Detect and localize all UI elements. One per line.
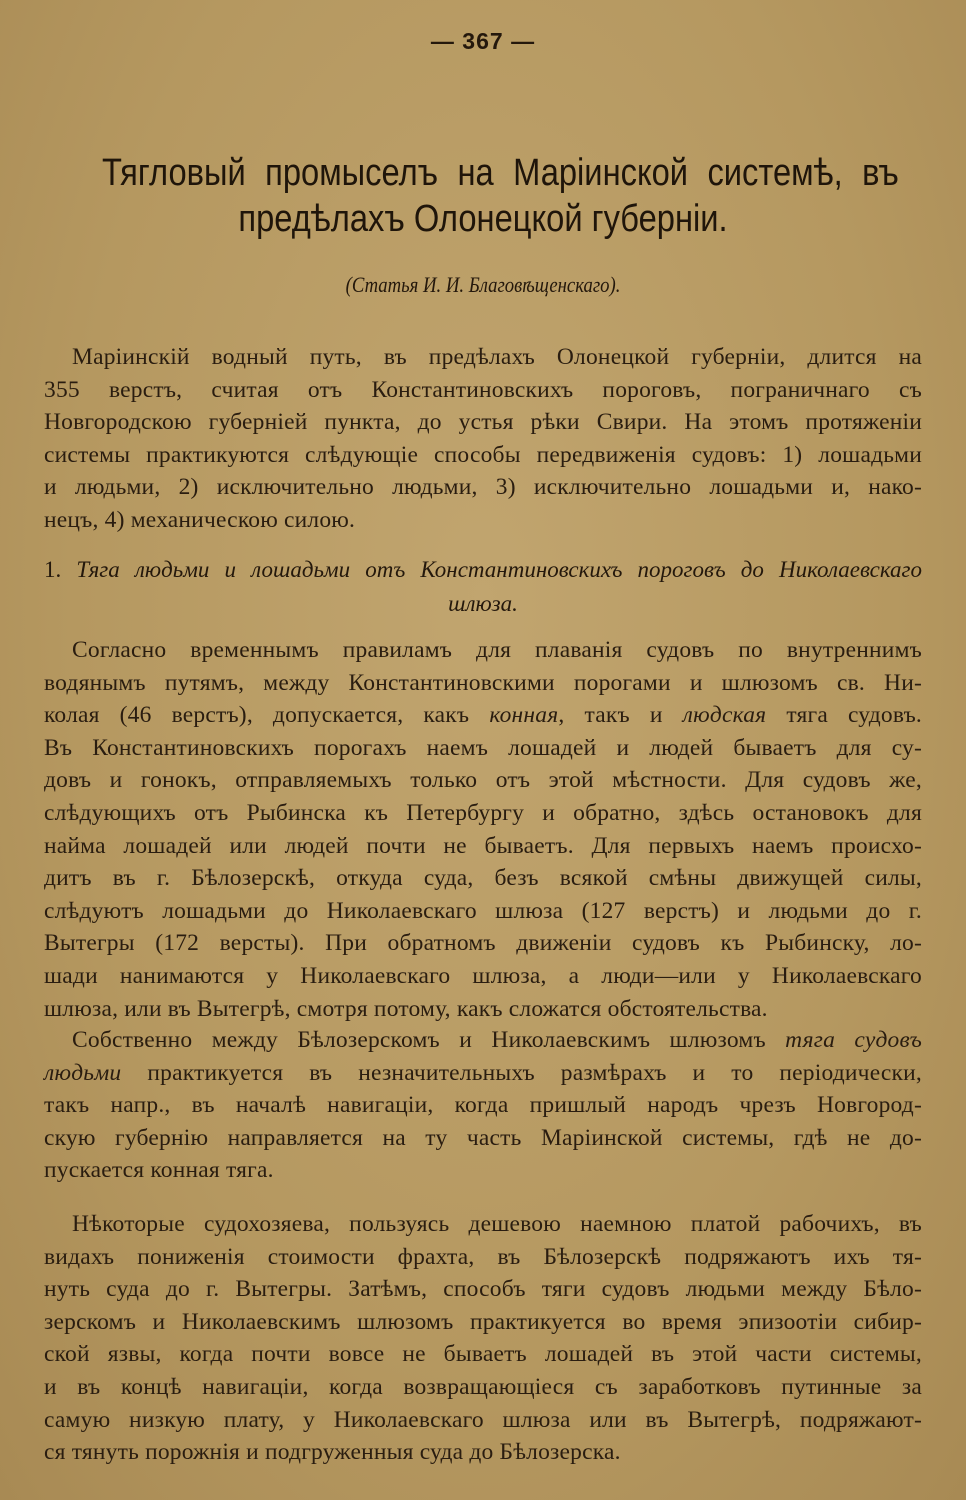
text-line: Нѣкоторые судохозяева, пользуясь дешевою наемною платой рабочихъ, въ	[72, 1211, 922, 1237]
section-heading	[44, 553, 922, 621]
text-line: и въ концѣ навигаціи, когда возвращающіеся съ заработковъ путинные за	[44, 1373, 922, 1400]
page-number: — 367 —	[430, 28, 536, 54]
text-line: Вытегры (172 версты). При обратномъ движеніи судовъ къ Рыбинску, ло-	[44, 930, 922, 957]
text-line: такъ напр., въ началѣ навигаціи, когда пришлый народъ чрезъ Новгород-	[44, 1092, 922, 1119]
text-line: слѣдующихъ отъ Рыбинска къ Петербургу и обратно, здѣсь остановокъ для	[44, 799, 922, 826]
paragraph-regulations	[44, 634, 922, 1025]
text-line: самую низкую плату, у Николаевскаго шлюза или въ Вытегрѣ, подряжают-	[44, 1406, 922, 1433]
article-title	[102, 150, 899, 242]
text-line: шлюза, или въ Вытегрѣ, смотря потому, какъ сложатся обстоятельства.	[44, 995, 768, 1022]
text-line	[44, 699, 922, 732]
text-line: ся тянуть порожнія и подгруженныя суда до Бѣлозерска.	[44, 1439, 621, 1466]
author-byline: (Статья И. И. Благовѣщенскаго).	[345, 272, 621, 297]
text-line: скую губернію направляется на ту часть Маріинской системы, гдѣ не до-	[44, 1124, 922, 1151]
title-line: предѣлахъ Олонецкой губерніи.	[238, 198, 728, 240]
text-line: дитъ въ г. Бѣлозерскѣ, откуда суда, безъ всякой смѣны движущей силы,	[44, 865, 922, 892]
text-line: ской язвы, когда почти вовсе не бываетъ лошадей въ этой части системы,	[44, 1341, 922, 1368]
text-fragment: колая (46 верстъ), допускается, какъ	[44, 702, 470, 729]
emphasis-text: конная	[489, 702, 559, 729]
text-line: довъ и гонокъ, отправляемыхъ только отъ этой мѣстности. Для судовъ же,	[44, 767, 922, 794]
text-line: системы практикуются слѣдующіе способы передвиженія судовъ: 1) лошадьми	[44, 441, 922, 468]
text-line: зерскомъ и Николаевскимъ шлюзомъ практикуется во время эпизоотіи сибир-	[44, 1308, 922, 1335]
emphasis-text: тяга судовъ	[785, 1027, 922, 1053]
section-number: 1.	[44, 557, 62, 582]
text-line	[44, 1024, 922, 1057]
text-fragment: , такъ и	[558, 702, 663, 729]
text-line: шади нанимаются у Николаевскаго шлюза, а люди—или у Николаевскаго	[44, 962, 922, 989]
text-line	[44, 1057, 922, 1090]
text-line: нецъ, 4) механическою силою.	[44, 506, 356, 533]
text-line: Въ Константиновскихъ порогахъ наемъ лошадей и людей бываетъ для су-	[44, 734, 922, 761]
section-title: Тяга людьми и лошадьми отъ Константиновскихъ пороговъ до Николаевскаго	[76, 557, 923, 582]
title-line: Тягловый промыселъ на Маріинской системѣ, въ	[102, 152, 899, 194]
paragraph-belozersk	[44, 1024, 922, 1187]
section-heading-line	[44, 553, 922, 587]
text-line: найма лошадей или людей почти не бываетъ. Для первыхъ наемъ происхо-	[44, 832, 922, 859]
text-line: слѣдуютъ лошадьми до Николаевскаго шлюза (127 верстъ) и людьми до г.	[44, 897, 922, 924]
text-fragment: тяга судовъ.	[786, 702, 923, 729]
intro-paragraph	[44, 341, 922, 537]
paragraph-shipowners	[44, 1208, 922, 1469]
text-fragment: практикуется въ незначительныхъ размѣрахъ и то періодически,	[147, 1059, 923, 1086]
text-line: Новгородскою губерніей пункта, до устья рѣки Свири. На этомъ протяженіи	[44, 409, 922, 436]
text-line: Согласно временнымъ правиламъ для плаванія судовъ по внутреннимъ	[72, 637, 922, 663]
text-line: нуть суда до г. Вытегры. Затѣмъ, способъ тяги судовъ людьми между Бѣло-	[44, 1276, 922, 1303]
section-heading-line: шлюза.	[448, 591, 518, 616]
text-line: видахъ пониженія стоимости фрахта, въ Бѣлозерскѣ подряжаютъ ихъ тя-	[44, 1243, 922, 1270]
text-line: пускается конная тяга.	[44, 1157, 274, 1184]
text-line: 355 верстъ, считая отъ Константиновскихъ пороговъ, пограничнаго съ	[44, 376, 922, 403]
text-fragment: Собственно между Бѣлозерскомъ и Николаевскимъ шлюзомъ	[72, 1027, 766, 1053]
emphasis-text: людская	[682, 702, 767, 729]
text-line: Маріинскій водный путь, въ предѣлахъ Олонецкой губерніи, длится на	[72, 344, 922, 370]
text-line: водянымъ путямъ, между Константиновскими порогами и шлюзомъ св. Ни-	[44, 669, 922, 696]
emphasis-text: людьми	[44, 1059, 122, 1086]
text-line: и людьми, 2) исключительно людьми, 3) исключительно лошадьми и, нако-	[44, 474, 922, 501]
